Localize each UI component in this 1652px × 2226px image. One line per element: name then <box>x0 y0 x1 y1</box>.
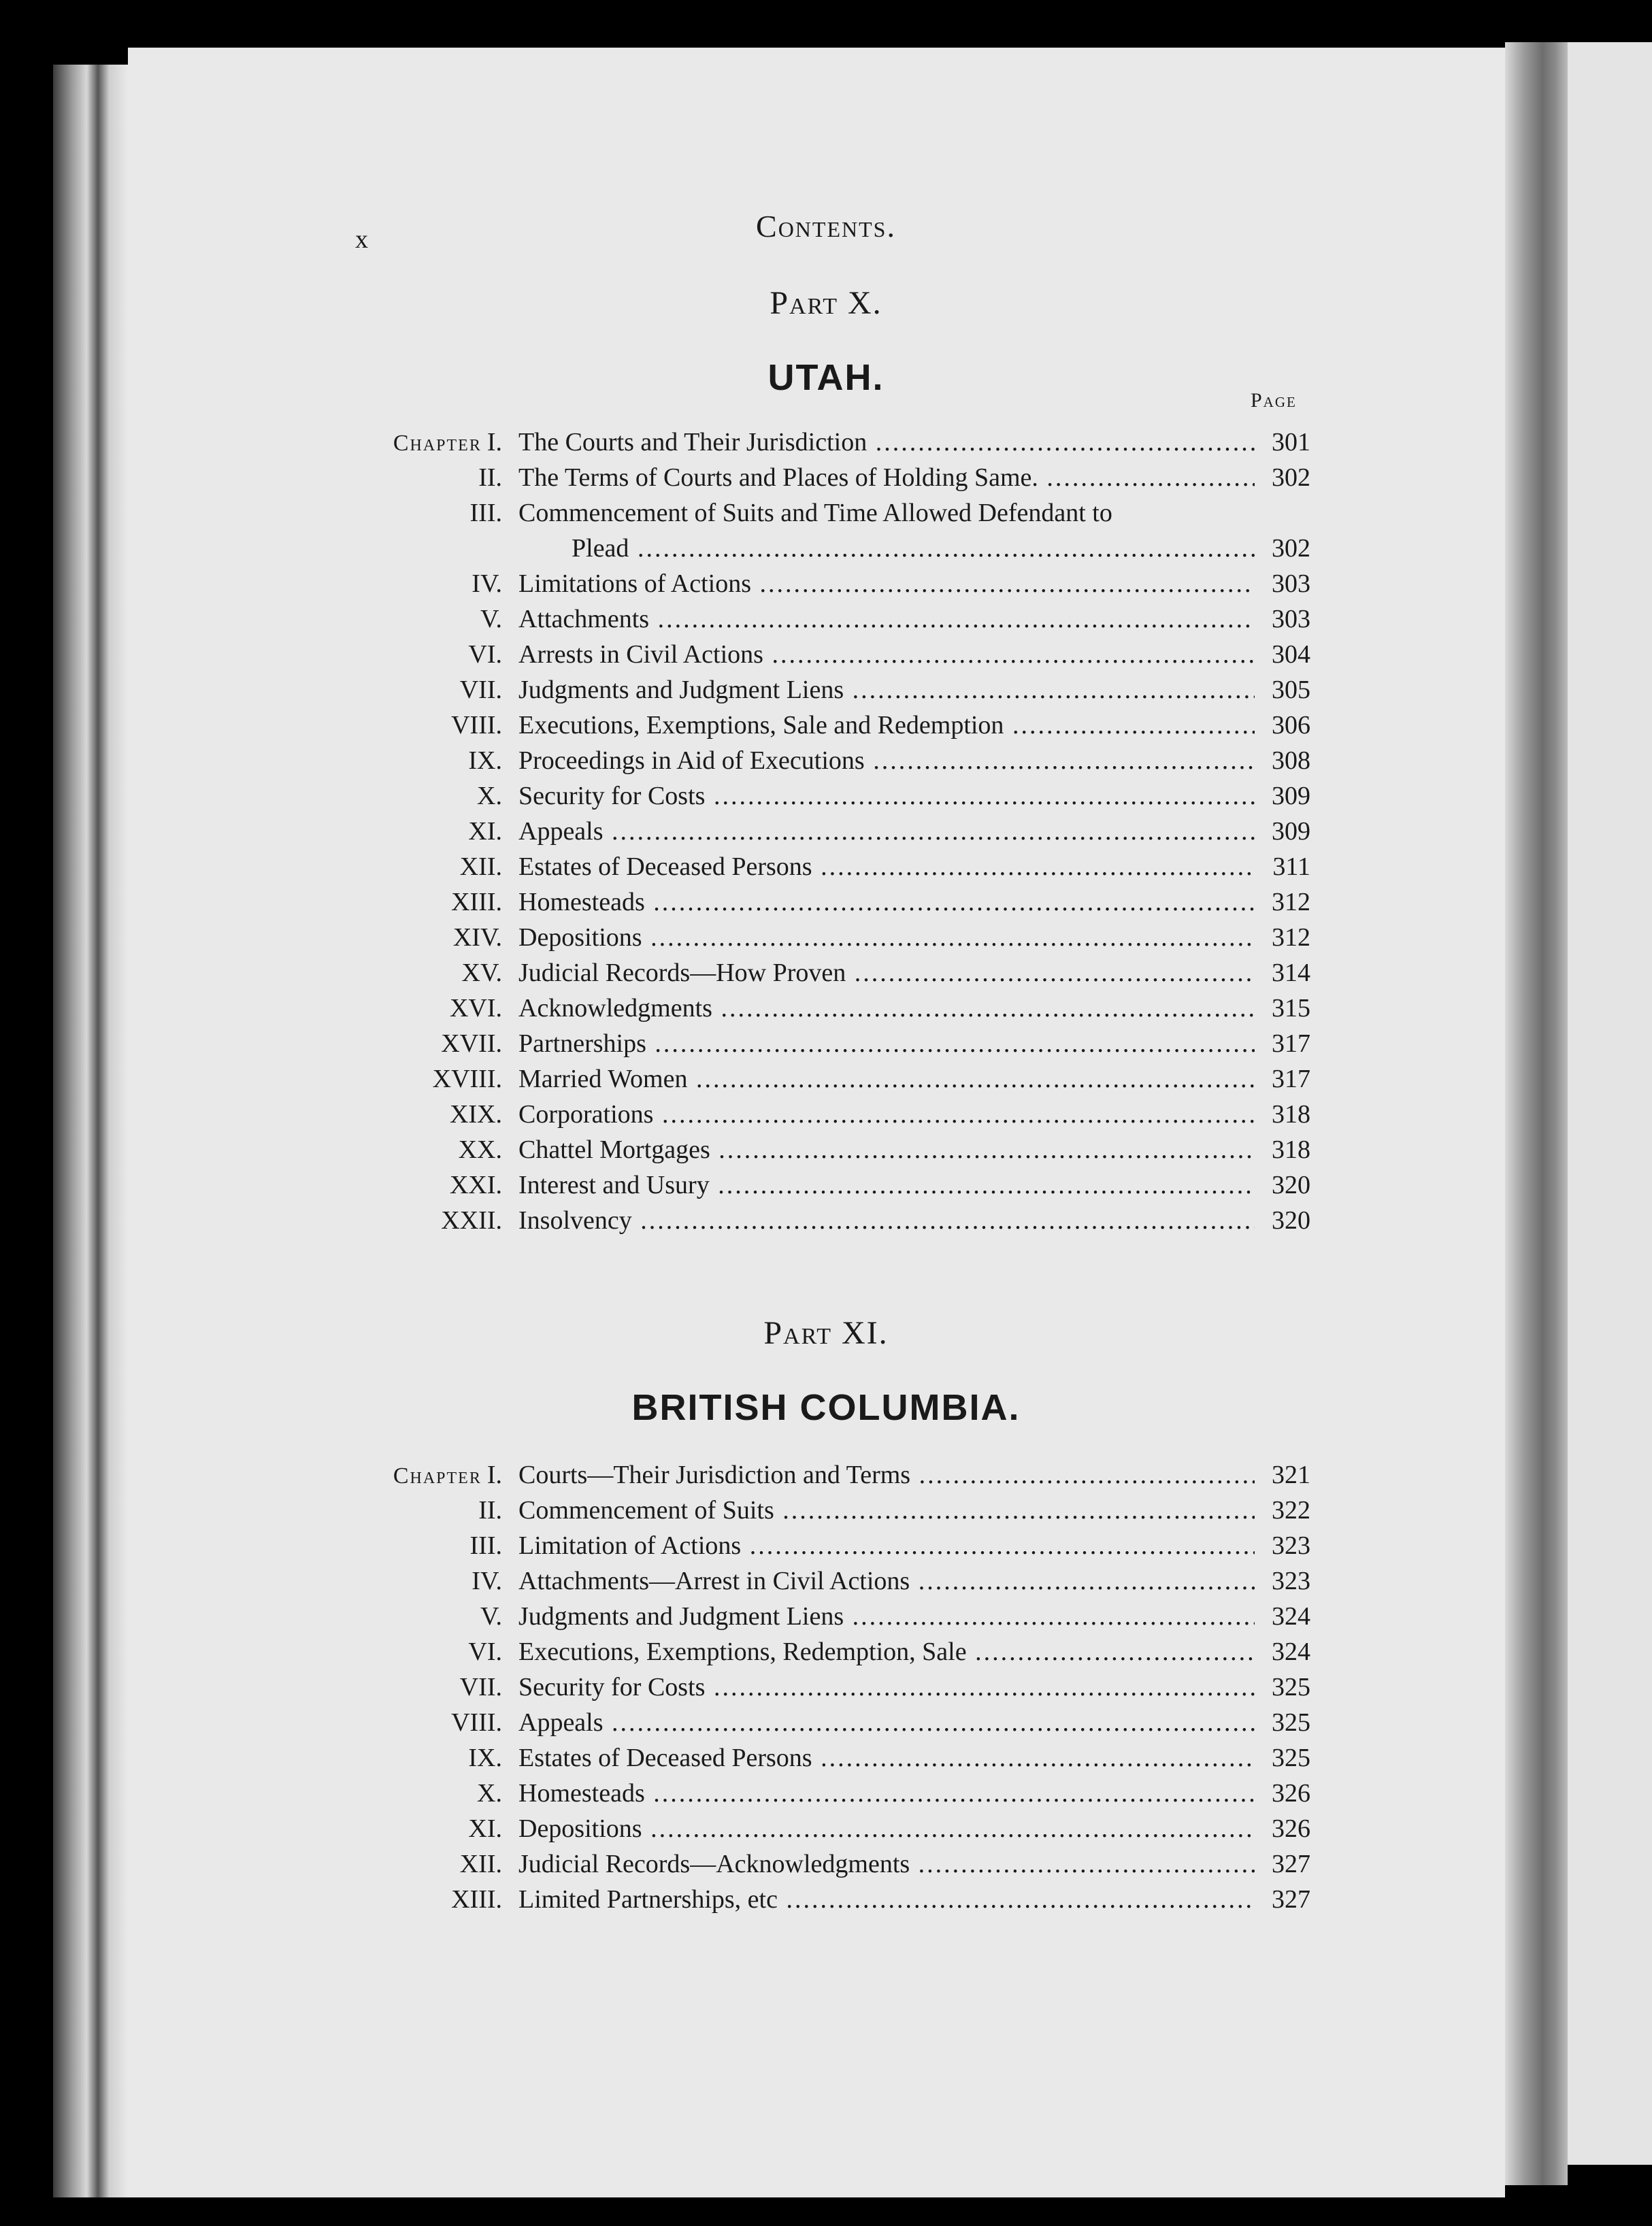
chapter-numeral: II. <box>478 1496 502 1525</box>
chapter-number <box>441 1203 502 1238</box>
chapter-title: Executions, Exemptions, Redemption, Sale ..... <box>518 1634 1255 1670</box>
chapter-title: Appeals ..... <box>518 1705 1255 1740</box>
toc-entry <box>0 1705 1652 1740</box>
page-number: 320 <box>1272 1171 1310 1199</box>
chapter-title: Depositions ..... <box>518 920 1255 955</box>
toc-entry <box>0 460 1652 495</box>
page-number: 327 <box>1272 1885 1310 1914</box>
page-column-label: Page <box>1251 389 1297 412</box>
chapter-number <box>480 1599 502 1634</box>
chapter-number <box>460 672 502 708</box>
toc-entry <box>0 1457 1652 1493</box>
page-number: 324 <box>1272 1638 1310 1666</box>
chapter-title: Proceedings in Aid of Executions ..... <box>518 743 1255 778</box>
page-number: 308 <box>1272 746 1310 775</box>
toc-entry <box>0 1670 1652 1705</box>
part-xi-label: Part XI. <box>763 1315 889 1351</box>
toc-entry <box>0 1740 1652 1776</box>
page-number: 315 <box>1272 994 1310 1023</box>
page-number: 304 <box>1272 640 1310 669</box>
chapter-number <box>462 955 503 991</box>
chapter-title: Interest and Usury ..... <box>518 1167 1255 1203</box>
toc-entry <box>0 566 1652 601</box>
page-number: 324 <box>1272 1602 1310 1631</box>
chapter-title: Homesteads ..... <box>518 1776 1255 1811</box>
chapter-numeral: VIII. <box>451 711 502 740</box>
chapter-numeral: V. <box>480 605 502 633</box>
toc-entry <box>0 743 1652 778</box>
toc-entry <box>0 637 1652 672</box>
page-number: 322 <box>1272 1496 1310 1525</box>
page-number: 323 <box>1272 1531 1310 1560</box>
chapter-title: Depositions ..... <box>518 1811 1255 1846</box>
chapter-numeral: X. <box>477 782 502 810</box>
chapter-number <box>478 460 502 495</box>
chapter-number <box>470 495 502 531</box>
chapter-title: Appeals ..... <box>518 814 1255 849</box>
toc-entry <box>0 1882 1652 1917</box>
page-number: 323 <box>1272 1567 1310 1595</box>
chapter-numeral: IV. <box>472 1567 502 1595</box>
chapter-numeral: III. <box>469 499 502 527</box>
page-number: 302 <box>1272 463 1310 492</box>
chapter-word: Chapter <box>393 1463 482 1489</box>
chapter-title: Courts—Their Jurisdiction and Terms ..... <box>518 1457 1255 1493</box>
toc-entry <box>0 955 1652 991</box>
chapter-numeral: XXI. <box>449 1171 502 1199</box>
chapter-numeral: I. <box>486 428 502 456</box>
page-number: 317 <box>1272 1065 1310 1093</box>
chapter-title: The Courts and Their Jurisdiction ..... <box>518 425 1255 460</box>
chapter-title: Judicial Records—How Proven ..... <box>518 955 1255 991</box>
toc-entry <box>0 991 1652 1026</box>
chapter-title: Married Women ..... <box>518 1061 1255 1097</box>
chapter-number <box>451 1705 502 1740</box>
toc-entry <box>0 1493 1652 1528</box>
chapter-number <box>450 1167 502 1203</box>
chapter-numeral: VI. <box>468 1638 502 1666</box>
chapter-number <box>468 743 502 778</box>
chapter-number <box>460 1670 502 1705</box>
chapter-title: Commencement of Suits and Time Allowed Defendant to <box>518 499 1112 527</box>
page-number: 318 <box>1272 1135 1310 1164</box>
chapter-title: Estates of Deceased Persons ..... <box>518 1740 1255 1776</box>
chapter-title: Chattel Mortgages ..... <box>518 1132 1255 1167</box>
chapter-numeral: IX. <box>468 1744 502 1772</box>
chapter-numeral: XVII. <box>441 1029 502 1058</box>
chapter-title: Insolvency ..... <box>518 1203 1255 1238</box>
page-number: 317 <box>1272 1029 1310 1058</box>
running-title: Contents. <box>756 209 896 244</box>
chapter-numeral: III. <box>469 1531 502 1560</box>
page-number: 309 <box>1272 782 1310 810</box>
chapter-word: Chapter <box>393 431 482 456</box>
chapter-numeral: XXII. <box>441 1206 502 1235</box>
page-number: 311 <box>1272 852 1310 881</box>
chapter-number <box>477 778 502 814</box>
toc-entry <box>0 531 1652 566</box>
chapter-numeral: XIX. <box>449 1100 502 1129</box>
chapter-numeral: X. <box>477 1779 502 1808</box>
toc-part-xi <box>0 1457 1652 1917</box>
chapter-number <box>433 1061 502 1097</box>
chapter-title: Security for Costs ..... <box>518 1670 1255 1705</box>
page-number: 321 <box>1272 1461 1310 1489</box>
toc-entry <box>0 1026 1652 1061</box>
chapter-numeral: VII. <box>459 676 502 704</box>
chapter-numeral: XII. <box>459 852 502 881</box>
chapter-number <box>460 849 502 884</box>
chapter-numeral: XV. <box>461 959 502 987</box>
chapter-number <box>460 1846 502 1882</box>
chapter-numeral: XIII. <box>451 888 502 916</box>
chapter-title: Judgments and Judgment Liens ..... <box>518 672 1255 708</box>
chapter-numeral: VIII. <box>451 1708 502 1737</box>
chapter-number <box>450 1097 502 1132</box>
chapter-title: Acknowledgments ..... <box>518 991 1255 1026</box>
chapter-number <box>453 920 502 955</box>
page-number: 302 <box>1272 534 1310 563</box>
chapter-number <box>393 425 502 461</box>
chapter-title: The Terms of Courts and Places of Holding Same. ..... <box>518 460 1255 495</box>
page-number: 326 <box>1272 1814 1310 1843</box>
chapter-numeral: XIV. <box>452 923 502 952</box>
page-number: 325 <box>1272 1673 1310 1701</box>
page-numeral: x <box>355 225 368 254</box>
page-number: 312 <box>1272 888 1310 916</box>
chapter-numeral: XII. <box>459 1850 502 1878</box>
toc-part-x <box>0 425 1652 1238</box>
chapter-title: Estates of Deceased Persons ..... <box>518 849 1255 884</box>
chapter-number <box>477 1776 502 1811</box>
chapter-title: Attachments—Arrest in Civil Actions ..... <box>518 1563 1255 1599</box>
toc-entry <box>0 1203 1652 1238</box>
chapter-number <box>478 1493 502 1528</box>
chapter-title: Homesteads ..... <box>518 884 1255 920</box>
page-number: 306 <box>1272 711 1310 740</box>
chapter-title: Corporations ..... <box>518 1097 1255 1132</box>
chapter-title: Limitations of Actions ..... <box>518 566 1255 601</box>
chapter-number <box>480 601 502 637</box>
chapter-number <box>468 814 502 849</box>
toc-entry <box>0 1097 1652 1132</box>
toc-entry <box>0 1528 1652 1563</box>
page-number: 318 <box>1272 1100 1310 1129</box>
toc-entry <box>0 708 1652 743</box>
chapter-title: Commencement of Suits ..... <box>518 1493 1255 1528</box>
page-number: 326 <box>1272 1779 1310 1808</box>
chapter-numeral: XIII. <box>451 1885 502 1914</box>
chapter-title: Attachments ..... <box>518 601 1255 637</box>
chapter-number <box>468 1811 502 1846</box>
chapter-numeral: VII. <box>459 1673 502 1701</box>
chapter-numeral: XI. <box>468 1814 502 1843</box>
chapter-title: Partnerships ..... <box>518 1026 1255 1061</box>
page-number: 305 <box>1272 676 1310 704</box>
chapter-numeral: XI. <box>468 817 502 846</box>
toc-entry <box>0 1563 1652 1599</box>
toc-entry <box>0 1776 1652 1811</box>
toc-entry <box>0 884 1652 920</box>
toc-entry <box>0 814 1652 849</box>
chapter-numeral: V. <box>480 1602 502 1631</box>
chapter-numeral: IV. <box>472 569 502 598</box>
chapter-number <box>450 991 502 1026</box>
chapter-title: Plead ..... <box>572 531 1255 566</box>
page-number: 320 <box>1272 1206 1310 1235</box>
part-xi-heading: BRITISH COLUMBIA. <box>631 1387 1021 1428</box>
chapter-number <box>472 1563 502 1599</box>
chapter-numeral: XVIII. <box>432 1065 502 1093</box>
page-number: 327 <box>1272 1850 1310 1878</box>
chapter-number <box>472 566 502 601</box>
chapter-number <box>451 884 502 920</box>
chapter-title: Judgments and Judgment Liens ..... <box>518 1599 1255 1634</box>
toc-entry <box>0 601 1652 637</box>
page-number: 303 <box>1272 569 1310 598</box>
chapter-numeral: IX. <box>468 746 502 775</box>
toc-entry <box>0 920 1652 955</box>
toc-entry <box>0 849 1652 884</box>
page-number: 325 <box>1272 1708 1310 1737</box>
page-number: 301 <box>1272 428 1310 456</box>
chapter-number <box>468 1740 502 1776</box>
part-x-heading: UTAH. <box>767 357 885 398</box>
chapter-number <box>470 1528 502 1563</box>
chapter-number <box>441 1026 502 1061</box>
toc-entry <box>0 672 1652 708</box>
toc-entry <box>0 495 1652 531</box>
chapter-title: Executions, Exemptions, Sale and Redemption ..... <box>518 708 1255 743</box>
part-x-label: Part X. <box>770 285 882 321</box>
chapter-number <box>451 1882 502 1917</box>
toc-entry <box>0 425 1652 460</box>
toc-entry <box>0 1061 1652 1097</box>
chapter-title: Judicial Records—Acknowledgments ..... <box>518 1846 1255 1882</box>
chapter-title: Limitation of Actions ..... <box>518 1528 1255 1563</box>
chapter-numeral: XX. <box>458 1135 502 1164</box>
page-number: 325 <box>1272 1744 1310 1772</box>
chapter-number <box>393 1457 502 1494</box>
chapter-numeral: XVI. <box>449 994 502 1023</box>
chapter-title: Arrests in Civil Actions ..... <box>518 637 1255 672</box>
chapter-number <box>468 637 502 672</box>
toc-entry <box>0 1132 1652 1167</box>
toc-entry <box>0 1634 1652 1670</box>
toc-entry <box>0 1846 1652 1882</box>
chapter-numeral: VI. <box>468 640 502 669</box>
toc-entry <box>0 1167 1652 1203</box>
chapter-title: Security for Costs ..... <box>518 778 1255 814</box>
toc-entry <box>0 778 1652 814</box>
chapter-numeral: I. <box>486 1461 502 1489</box>
toc-entry <box>0 1599 1652 1634</box>
page-number: 309 <box>1272 817 1310 846</box>
toc-entry <box>0 1811 1652 1846</box>
chapter-number <box>459 1132 502 1167</box>
chapter-number <box>468 1634 502 1670</box>
page-number: 303 <box>1272 605 1310 633</box>
chapter-number <box>451 708 502 743</box>
chapter-title: Limited Partnerships, etc ..... <box>518 1882 1255 1917</box>
chapter-numeral: II. <box>478 463 502 492</box>
page-number: 314 <box>1272 959 1310 987</box>
page-number: 312 <box>1272 923 1310 952</box>
